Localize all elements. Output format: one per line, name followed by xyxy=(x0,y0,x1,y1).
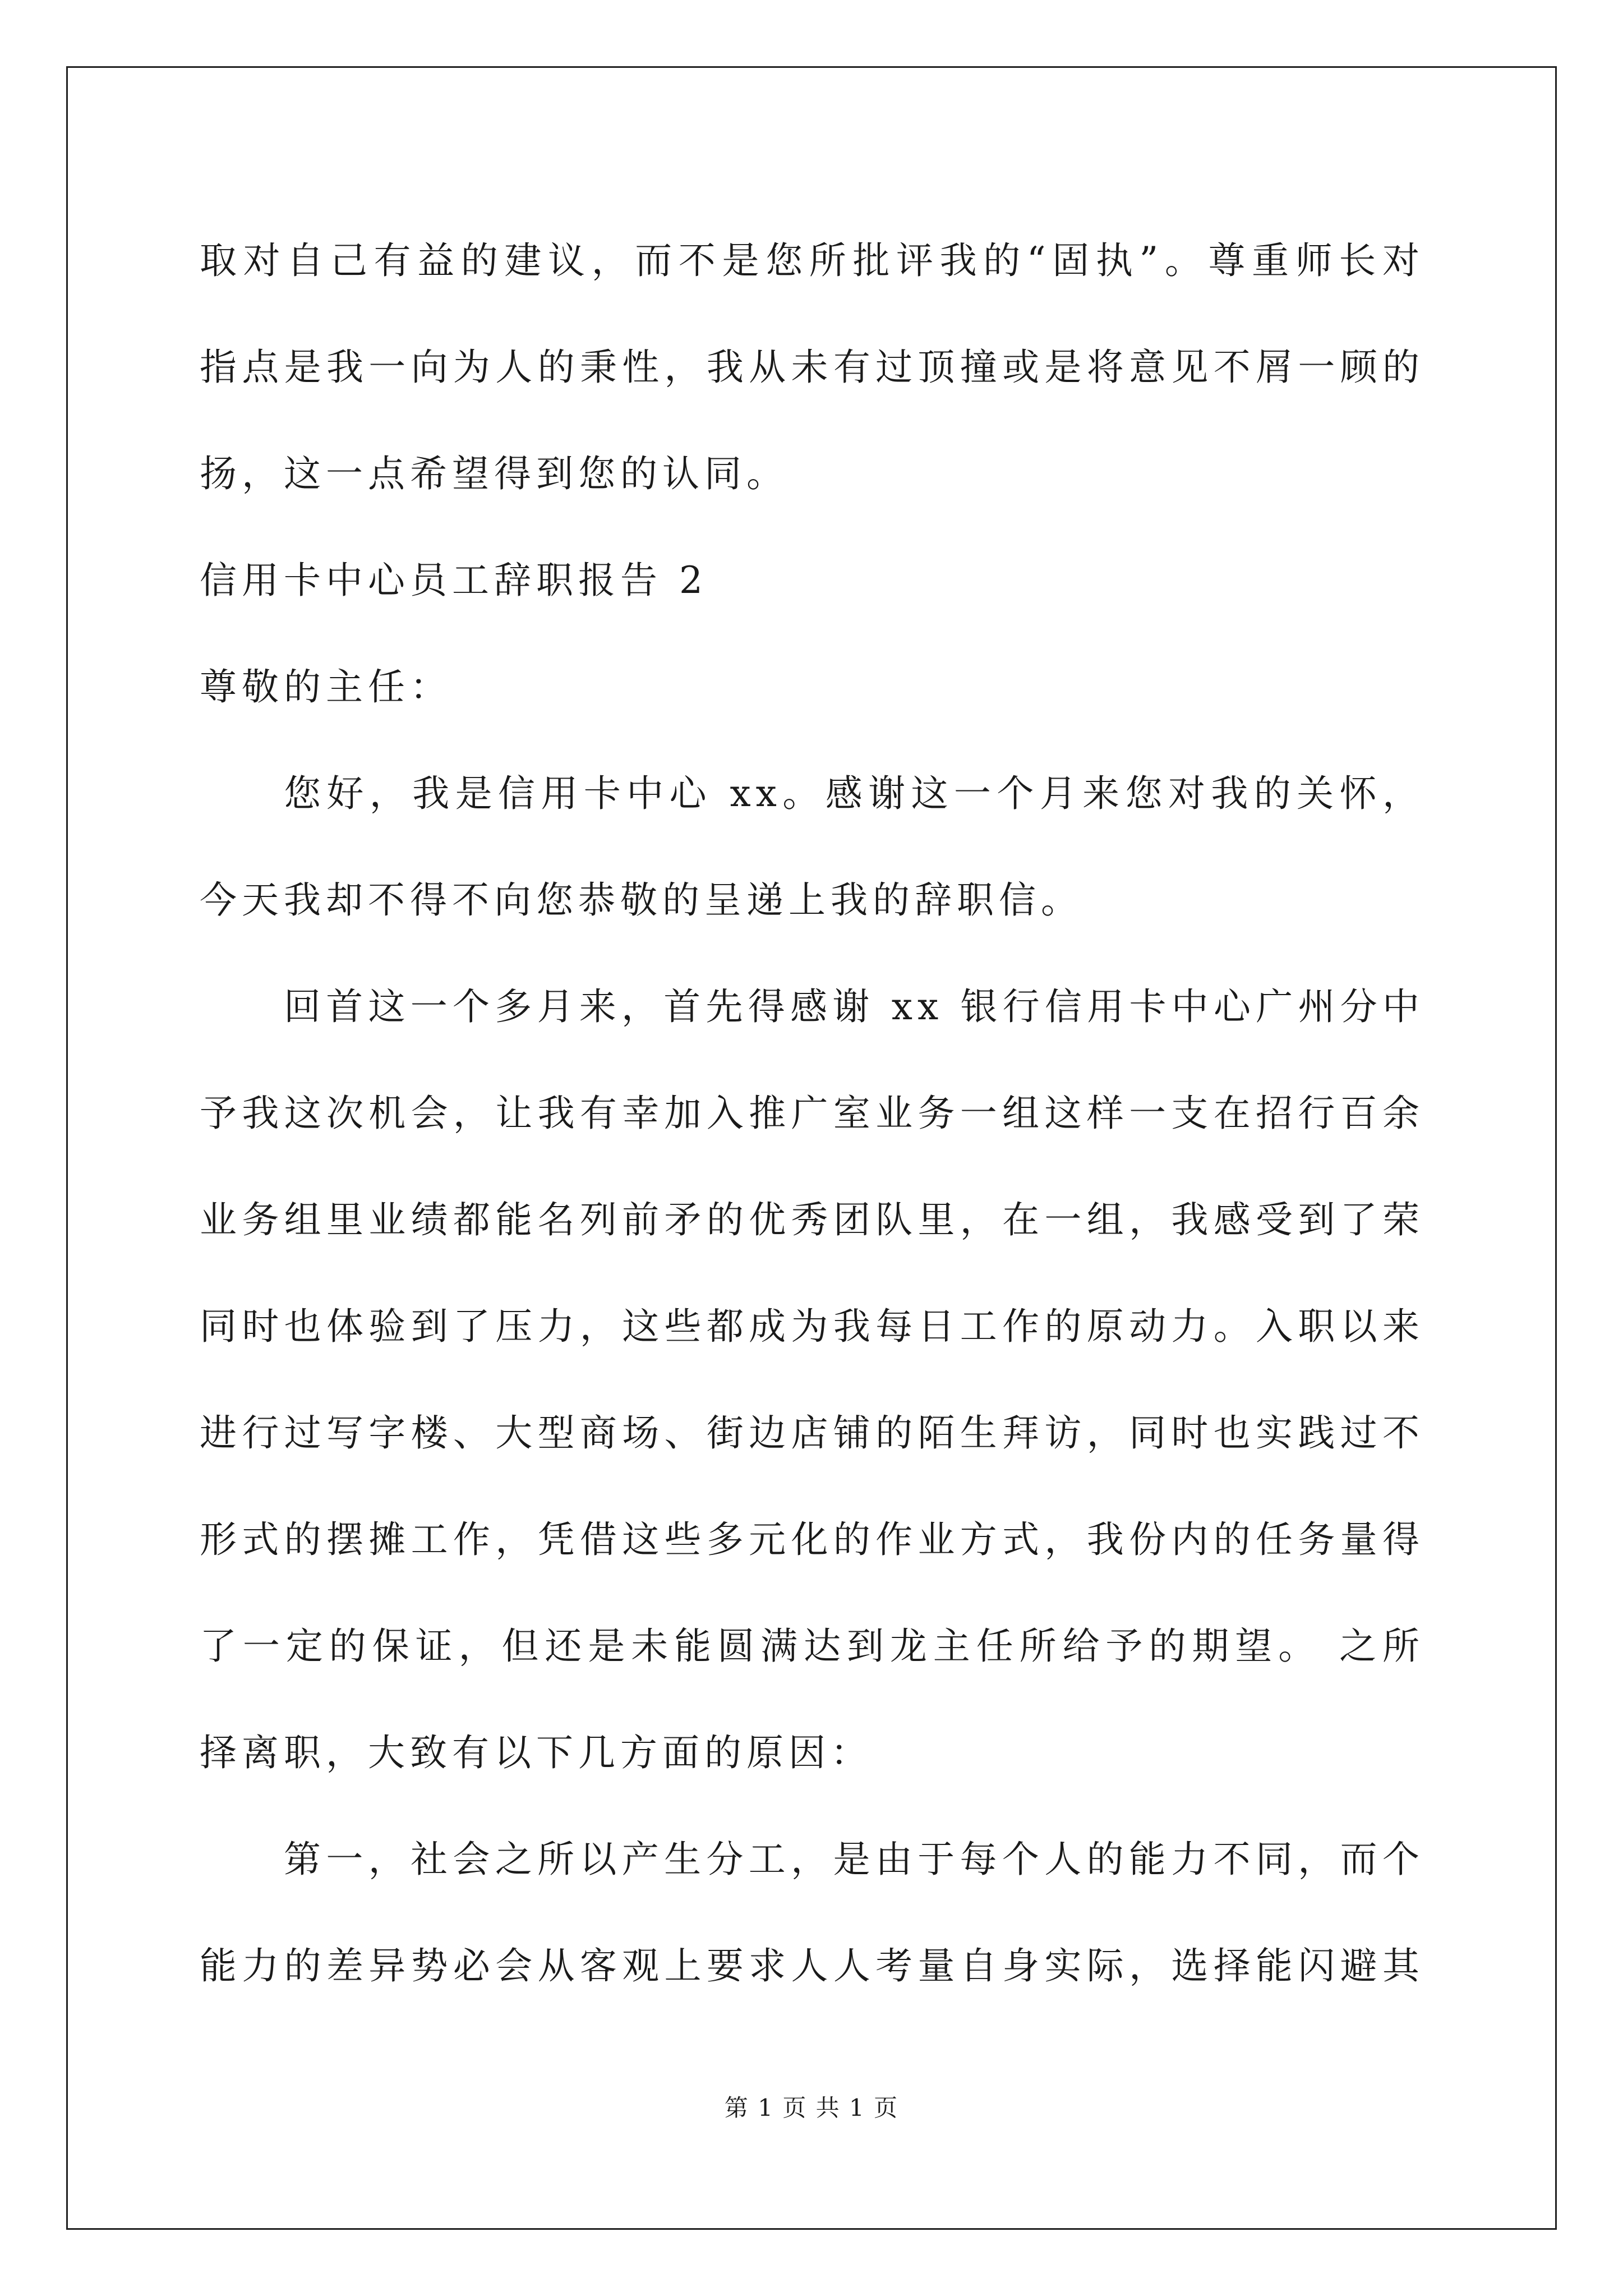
section-heading: 信用卡中心员工辞职报告 2 xyxy=(200,559,708,602)
body-line: 了一定的保证，但还是未能圆满达到龙主任所给予的期望。 之所 xyxy=(200,1625,1424,1668)
body-line: 业务组里业绩都能名列前矛的优秀团队里，在一组，我感受到了荣 xyxy=(200,1198,1424,1241)
body-line: 进行过写字楼、大型商场、街边店铺的陌生拜访，同时也实践过不 xyxy=(200,1411,1424,1455)
body-line: 形式的摆摊工作，凭借这些多元化的作业方式，我份内的任务量得 xyxy=(200,1518,1424,1561)
body-line: 指点是我一向为人的秉性，我从未有过顶撞或是将意见不屑一顾的 xyxy=(200,346,1424,389)
body-line: 扬，这一点希望得到您的认同。 xyxy=(200,452,789,495)
paragraph-start-line: 第一，社会之所以产生分工，是由于每个人的能力不同，而个 xyxy=(284,1838,1424,1881)
body-line: 能力的差异势必会从客观上要求人人考量自身实际，选择能闪避其 xyxy=(200,1944,1424,1987)
paragraph-start-line: 回首这一个多月来，首先得感谢 xx 银行信用卡中心广州分中 xyxy=(284,985,1424,1028)
page-number-label: 第 1 页 共 1 页 xyxy=(724,2094,899,2122)
body-line: 今天我却不得不向您恭敬的呈递上我的辞职信。 xyxy=(200,878,1083,922)
page-footer xyxy=(0,2090,1623,2123)
document-body xyxy=(200,208,1424,2019)
body-line: 择离职，大致有以下几方面的原因： xyxy=(200,1731,873,1774)
body-line: 同时也体验到了压力，这些都成为我每日工作的原动力。入职以来 xyxy=(200,1305,1424,1348)
body-line: 取对自己有益的建议，而不是您所批评我的“固执”。尊重师长对 xyxy=(200,239,1424,282)
salutation: 尊敬的主任： xyxy=(200,665,452,708)
paragraph-start-line: 您好，我是信用卡中心 xx。感谢这一个月来您对我的关怀， xyxy=(284,772,1424,815)
body-line: 予我这次机会，让我有幸加入推广室业务一组这样一支在招行百余 xyxy=(200,1092,1424,1135)
